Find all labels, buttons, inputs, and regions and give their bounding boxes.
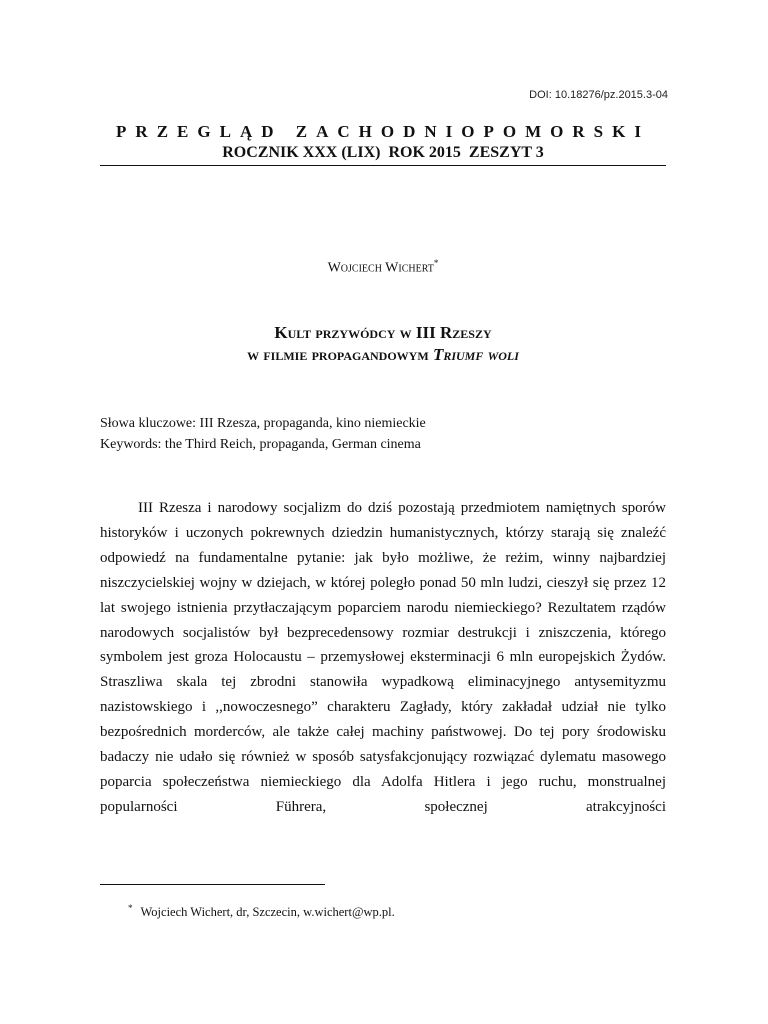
- footnote: [128, 900, 668, 920]
- title-line-2: [100, 344, 666, 366]
- footnote-divider: [100, 884, 325, 885]
- body-paragraph: [100, 496, 666, 820]
- keywords-english: Keywords: the Third Reich, propaganda, German cinema: [100, 437, 421, 452]
- journal-title: PRZEGLĄD ZACHODNIOPOMORSKI: [116, 122, 650, 141]
- title-line-1: Kult przywódcy w III Rzeszy: [274, 323, 492, 342]
- doi-label: DOI: 10.18276/pz.2015.3-04: [529, 89, 668, 101]
- footnote-text: Wojciech Wichert, dr, Szczecin, w.wichert@wp.pl.: [140, 905, 395, 920]
- author-footnote-marker: *: [433, 258, 439, 268]
- title-line-2-text: w filmie propagandowym: [247, 345, 433, 364]
- body-paragraph-text: III Rzesza i narodowy socjalizm do dziś pozostają przedmiotem namiętnych sporów historyków i uczonych pokrewnych dziedzin humanistycznych, którzy starają się znaleźć odpowiedź na fundamentalne pytanie: jak było możliwe, że reżim, winny najbardziej niszczycielskiej wojny w dziejach, w której poległo ponad 50 mln ludzi, cieszył się przez 12 lat swojego istnienia przytłaczającym poparciem narodu niemieckiego? Rezultatem rządów narodowych socjalistów był bezprecedensowy rozmiar destrukcji i zniszczenia, którego symbolem jest groza Holocaustu – przemysłowej eksterminacji 6 mln europejskich Żydów. Straszliwa skala tej zbrodni stanowiła wypadkową eliminacyjnego antysemityzmu nazistowskiego i ,,nowoczesnego” charakteru Zagłady, który zakładał udział nie tylko bezpośrednich morderców, ale także całej machiny państwowej. Do tej pory środowisku badaczy nie udało się również w sposób satysfakcjonujący rozwiązać dylematu masowego poparcia społeczeństwa niemieckiego dla Adolfa Hitlera i jego ruchu, monstrualnej popularności Führera, społecznej atrakcyjności: [100, 500, 666, 815]
- header-divider: [100, 165, 666, 166]
- journal-volume: ROCZNIK XXX (LIX) ROK 2015 ZESZYT 3: [222, 144, 544, 161]
- film-title: Triumf woli: [432, 345, 519, 364]
- keywords-polish: Słowa kluczowe: III Rzesza, propaganda, kino niemieckie: [100, 416, 426, 431]
- author-line: [100, 258, 666, 277]
- keywords-block: [100, 413, 666, 455]
- article-title: [100, 322, 666, 366]
- footnote-marker: *: [128, 903, 133, 913]
- author-name: Wojciech Wichert: [327, 260, 434, 276]
